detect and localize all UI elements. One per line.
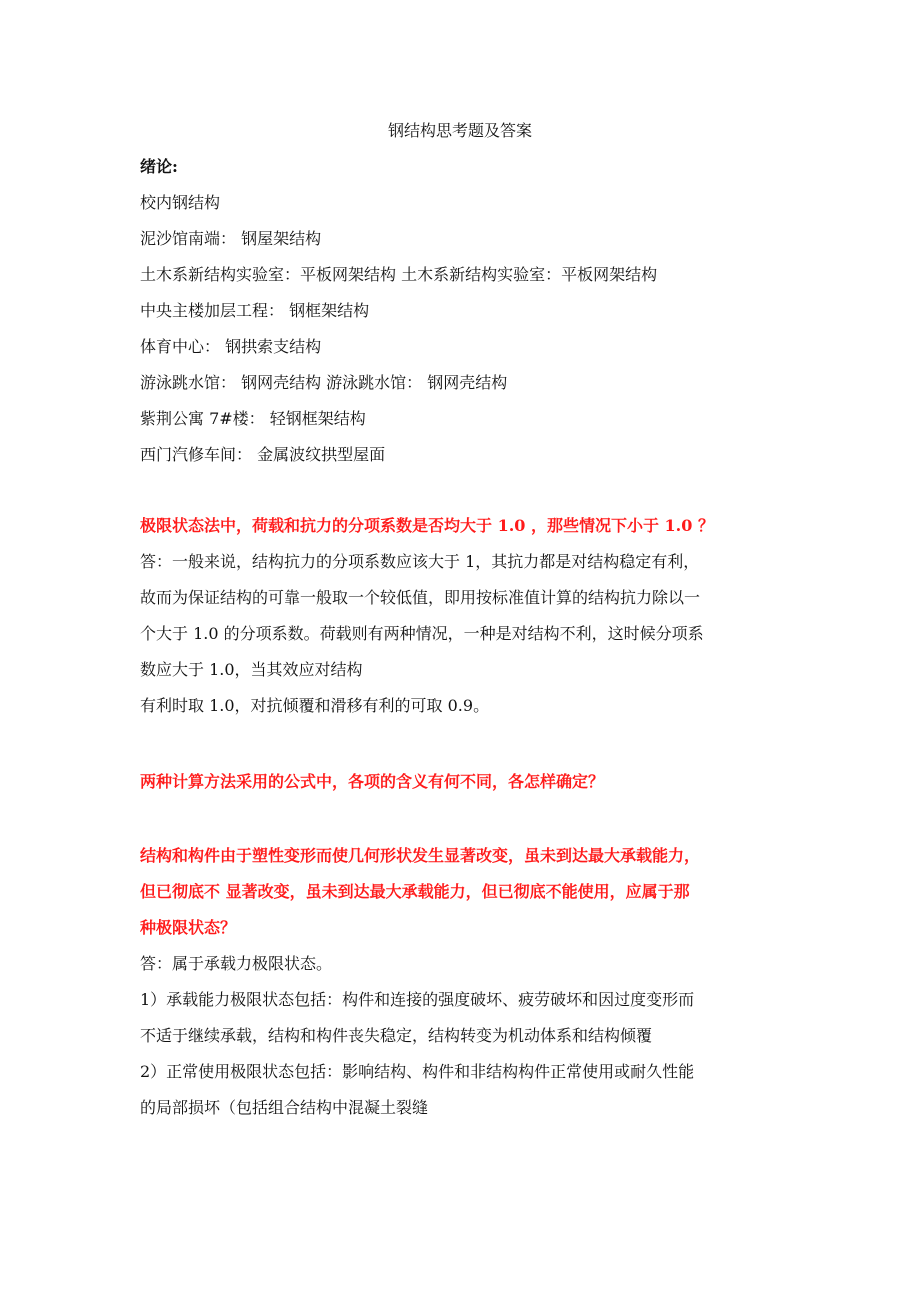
campus-line: 泥沙馆南端： 钢屋架结构 xyxy=(140,229,322,248)
campus-line: 游泳跳水馆： 钢网壳结构 游泳跳水馆： 钢网壳结构 xyxy=(140,373,508,392)
answer-1-line: 有利时取 1.0，对抗倾覆和滑移有利的可取 0.9。 xyxy=(140,696,490,715)
answer-1-line: 个大于 1.0 的分项系数。荷载则有两种情况，一种是对结构不利，这时候分项系 xyxy=(140,624,704,643)
campus-line: 西门汽修车间： 金属波纹拱型屋面 xyxy=(140,445,386,464)
intro-heading: 绪论: xyxy=(140,157,178,176)
campus-line: 紫荆公寓 7#楼： 轻钢框架结构 xyxy=(140,409,366,428)
answer-1-line: 答：一般来说，结构抗力的分项系数应该大于 1，其抗力都是对结构稳定有利， xyxy=(140,552,700,571)
answer-3-line: 的局部损坏（包括组合结构中混凝土裂缝 xyxy=(140,1098,429,1117)
question-3-line: 但已彻底不 显著改变，虽未到达最大承载能力，但已彻底不能使用，应属于那 xyxy=(140,882,690,901)
question-3-line: 种极限状态？ xyxy=(140,918,237,937)
answer-3-line: 不适于继续承载，结构和构件丧失稳定，结构转变为机动体系和结构倾覆 xyxy=(140,1026,653,1045)
answer-3-line: 答：属于承载力极限状态。 xyxy=(140,954,333,973)
answer-1-line: 故而为保证结构的可靠一般取一个较低值，即用按标准值计算的结构抗力除以一 xyxy=(140,588,701,607)
question-3-line: 结构和构件由于塑性变形而使几何形状发生显著改变，虽未到达最大承载能力， xyxy=(140,846,701,865)
answer-3-line: 1）承载能力极限状态包括：构件和连接的强度破坏、疲劳破坏和因过度变形而 xyxy=(140,990,695,1009)
campus-line: 体育中心： 钢拱索支结构 xyxy=(140,337,322,356)
campus-line: 土木系新结构实验室：平板网架结构 土木系新结构实验室：平板网架结构 xyxy=(140,265,658,284)
question-1: 极限状态法中，荷载和抗力的分项系数是否均大于 1.0 ，那些情况下小于 1.0 ？ xyxy=(140,516,714,535)
answer-3-line: 2）正常使用极限状态包括：影响结构、构件和非结构构件正常使用或耐久性能 xyxy=(140,1062,695,1081)
document-title: 钢结构思考题及答案 xyxy=(387,121,532,140)
answer-1-line: 数应大于 1.0，当其效应对结构 xyxy=(140,660,363,679)
campus-line: 中央主楼加层工程： 钢框架结构 xyxy=(140,301,370,320)
campus-line: 校内钢结构 xyxy=(140,193,221,212)
question-2: 两种计算方法采用的公式中，各项的含义有何不同，各怎样确定？ xyxy=(140,772,605,791)
